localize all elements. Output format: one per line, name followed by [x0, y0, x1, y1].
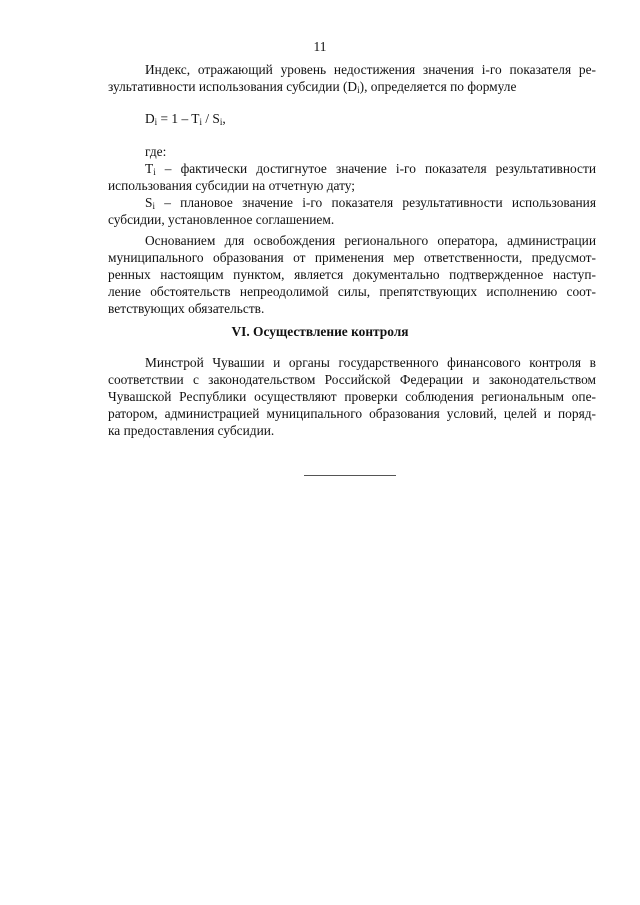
- page-number: 11: [313, 39, 327, 54]
- formula: $D_i = 1 - T_i / S_i$,: [145, 111, 226, 127]
- control-line-3: Чувашской Республики осуществляют проверки соблюдения региональным опе-: [108, 389, 596, 404]
- definitions: [108, 143, 596, 228]
- control-line-2: соответствии с законодательством Российской Федерации и законодательством: [108, 372, 596, 387]
- control-line-5: ка предоставления субсидии.: [108, 423, 275, 438]
- section-heading: VI. Осуществление контроля: [231, 324, 409, 339]
- release-line-2: муниципального образования от применения мер ответственности, предусмот-: [108, 250, 596, 265]
- release-line-3: ренных настоящим пунктом, является документально подтвержденное наступ-: [108, 267, 596, 282]
- t-definition-line-2: использования субсидии на отчетную дату;: [108, 178, 356, 193]
- release-line-4: ление обстоятельств непреодолимой силы, препятствующих исполнению соот-: [108, 284, 596, 299]
- release-paragraph: [108, 232, 596, 317]
- s-definition-line-1: $S_i$ – плановое значение i-го показателя результативности использования: [145, 195, 596, 211]
- control-paragraph: [108, 354, 596, 439]
- intro-line-1: Индекс, отражающий уровень недостижения значения i-го показателя ре-: [145, 62, 596, 77]
- s-definition-line-2: субсидии, установленное соглашением.: [108, 212, 335, 227]
- release-line-1: Основанием для освобождения регионального оператора, администрации: [145, 233, 596, 248]
- t-definition-line-1: $T_i$ – фактически достигнутое значение i-го показателя результативности: [145, 161, 596, 177]
- control-line-1: Минстрой Чувашии и органы государственного финансового контроля в: [145, 355, 596, 370]
- release-line-5: ветствующих обязательств.: [108, 301, 265, 316]
- control-line-4: ратором, администрацией муниципального образования условий, целей и поряд-: [108, 406, 596, 421]
- where-label: где:: [145, 144, 167, 159]
- intro-line-2: зультативности использования субсидии $(D_i)$, определяется по формуле: [108, 79, 517, 95]
- intro-paragraph: [108, 61, 596, 95]
- end-rule: [304, 475, 396, 476]
